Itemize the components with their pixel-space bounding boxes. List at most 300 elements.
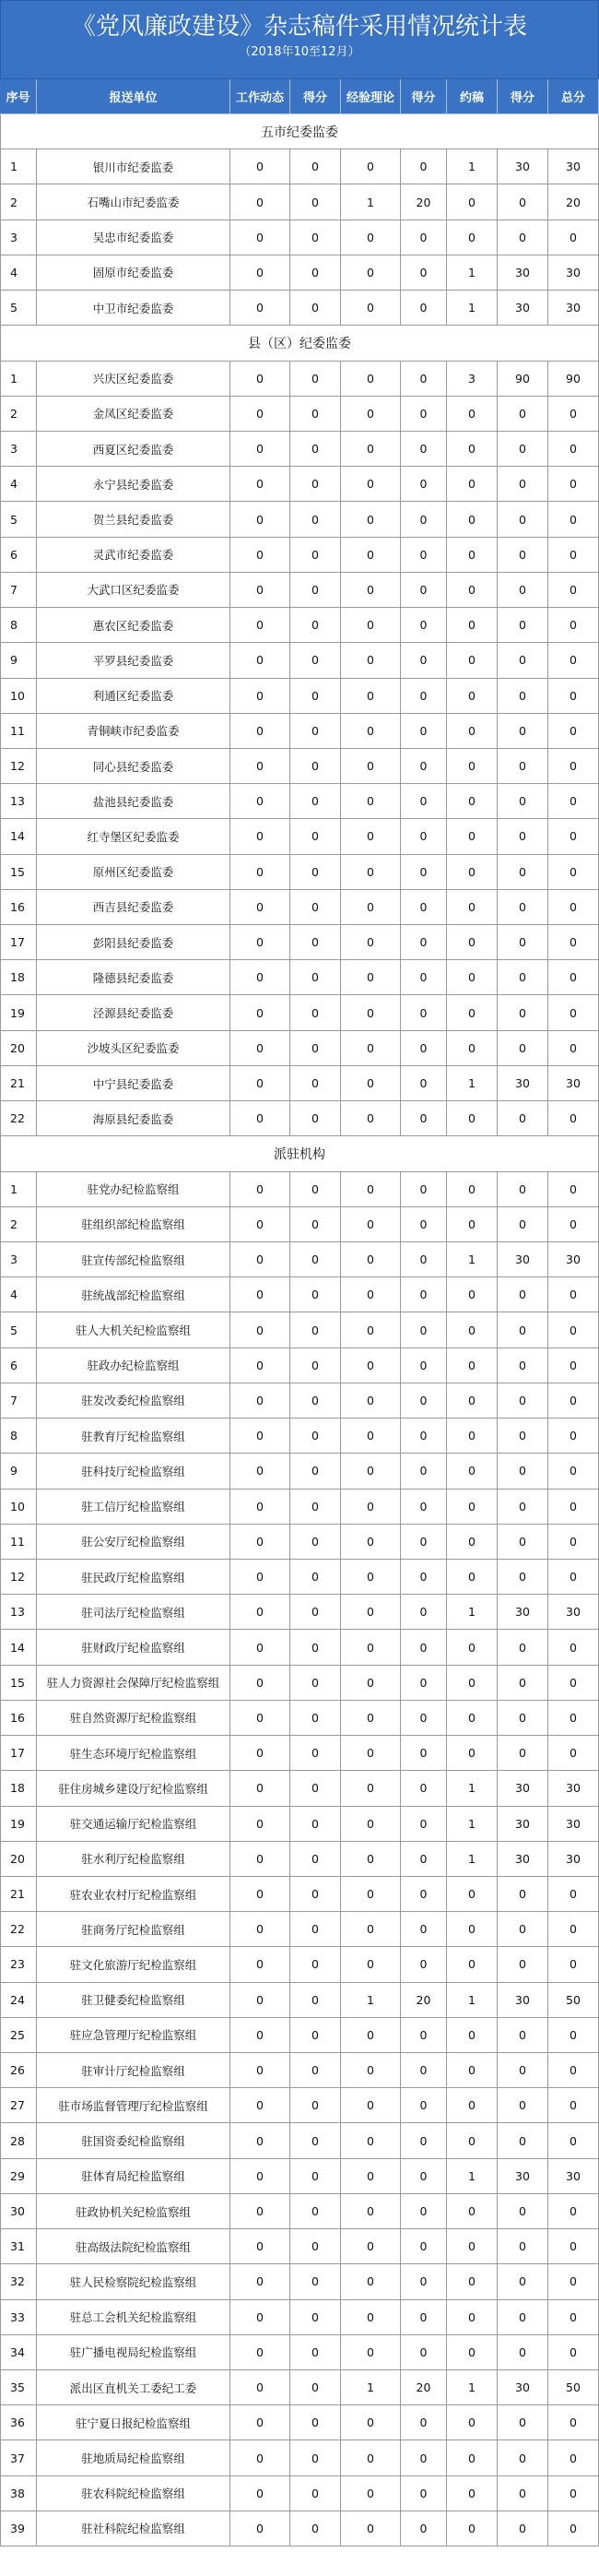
cell-commissioned: 1 bbox=[447, 1842, 498, 1877]
cell-work-news: 0 bbox=[230, 960, 290, 995]
table-row bbox=[0, 255, 599, 291]
cell-total: 0 bbox=[548, 467, 599, 502]
cell-commissioned: 0 bbox=[447, 714, 498, 749]
cell-index: 1 bbox=[0, 362, 37, 397]
cell-experience-theory: 0 bbox=[341, 1525, 401, 1560]
cell-index: 18 bbox=[0, 1771, 37, 1806]
cell-unit: 驻科技厅纪检监察组 bbox=[37, 1454, 230, 1489]
cell-total: 30 bbox=[548, 255, 599, 291]
cell-index: 19 bbox=[0, 1807, 37, 1842]
cell-score-3: 0 bbox=[498, 608, 548, 643]
cell-work-news: 0 bbox=[230, 397, 290, 432]
table-row bbox=[0, 1348, 599, 1383]
cell-index: 13 bbox=[0, 784, 37, 819]
cell-total: 0 bbox=[548, 1207, 599, 1242]
cell-unit: 青铜峡市纪委监委 bbox=[37, 714, 230, 749]
cell-unit: 驻宣传部纪检监察组 bbox=[37, 1242, 230, 1277]
cell-total: 0 bbox=[548, 1101, 599, 1136]
table-row bbox=[0, 960, 599, 995]
cell-total: 0 bbox=[548, 1312, 599, 1347]
cell-score-3: 30 bbox=[498, 1983, 548, 2018]
cell-experience-theory: 0 bbox=[341, 220, 401, 255]
cell-experience-theory: 0 bbox=[341, 467, 401, 502]
cell-commissioned: 1 bbox=[447, 1771, 498, 1806]
cell-score-3: 30 bbox=[498, 1807, 548, 1842]
cell-index: 38 bbox=[0, 2476, 37, 2511]
cell-score-2: 0 bbox=[401, 1172, 447, 1207]
cell-unit: 石嘴山市纪委监委 bbox=[37, 184, 230, 220]
table-row bbox=[0, 995, 599, 1030]
cell-score-1: 0 bbox=[290, 855, 341, 890]
cell-score-2: 0 bbox=[401, 1877, 447, 1912]
cell-score-2: 0 bbox=[401, 573, 447, 608]
cell-work-news: 0 bbox=[230, 1419, 290, 1454]
column-header-score-1: 得分 bbox=[290, 79, 341, 114]
cell-unit: 驻市场监督管理厅纪检监察组 bbox=[37, 2088, 230, 2123]
cell-score-1: 0 bbox=[290, 1877, 341, 1912]
table-row bbox=[0, 679, 599, 714]
cell-unit: 派出区直机关工委纪工委 bbox=[37, 2370, 230, 2405]
cell-commissioned: 0 bbox=[447, 1912, 498, 1947]
cell-work-news: 0 bbox=[230, 995, 290, 1030]
cell-score-3: 0 bbox=[498, 1666, 548, 1701]
cell-total: 0 bbox=[548, 2405, 599, 2440]
table-row bbox=[0, 1736, 599, 1771]
cell-unit: 银川市纪委监委 bbox=[37, 149, 230, 184]
cell-commissioned: 0 bbox=[447, 2335, 498, 2370]
cell-experience-theory: 0 bbox=[341, 1419, 401, 1454]
cell-commissioned: 1 bbox=[447, 291, 498, 326]
cell-experience-theory: 0 bbox=[341, 1666, 401, 1701]
cell-unit: 中宁县纪委监委 bbox=[37, 1066, 230, 1101]
cell-index: 23 bbox=[0, 1947, 37, 1982]
cell-score-1: 0 bbox=[290, 1912, 341, 1947]
cell-score-3: 0 bbox=[498, 2264, 548, 2299]
table-row bbox=[0, 1383, 599, 1419]
cell-score-1: 0 bbox=[290, 2159, 341, 2194]
cell-score-3: 0 bbox=[498, 1348, 548, 1383]
column-header-work-news: 工作动态 bbox=[230, 79, 290, 114]
column-header-index: 序号 bbox=[0, 79, 37, 114]
cell-score-3: 30 bbox=[498, 1842, 548, 1877]
cell-index: 37 bbox=[0, 2440, 37, 2475]
cell-total: 0 bbox=[548, 432, 599, 467]
cell-index: 11 bbox=[0, 1525, 37, 1560]
cell-total: 0 bbox=[548, 1912, 599, 1947]
cell-work-news: 0 bbox=[230, 1560, 290, 1595]
cell-index: 3 bbox=[0, 220, 37, 255]
cell-work-news: 0 bbox=[230, 608, 290, 643]
cell-index: 6 bbox=[0, 1348, 37, 1383]
cell-work-news: 0 bbox=[230, 1454, 290, 1489]
cell-index: 1 bbox=[0, 1172, 37, 1207]
cell-score-3: 0 bbox=[498, 1525, 548, 1560]
cell-commissioned: 0 bbox=[447, 2229, 498, 2264]
cell-total: 0 bbox=[548, 2335, 599, 2370]
cell-index: 2 bbox=[0, 397, 37, 432]
cell-unit: 利通区纪委监委 bbox=[37, 679, 230, 714]
cell-unit: 驻商务厅纪检监察组 bbox=[37, 1912, 230, 1947]
cell-index: 27 bbox=[0, 2088, 37, 2123]
cell-score-1: 0 bbox=[290, 573, 341, 608]
cell-commissioned: 3 bbox=[447, 362, 498, 397]
cell-experience-theory: 0 bbox=[341, 960, 401, 995]
cell-score-2: 0 bbox=[401, 2053, 447, 2088]
cell-experience-theory: 0 bbox=[341, 1490, 401, 1525]
cell-commissioned: 0 bbox=[447, 890, 498, 925]
cell-total: 0 bbox=[548, 1172, 599, 1207]
cell-score-1: 0 bbox=[290, 1947, 341, 1982]
cell-score-3: 0 bbox=[498, 2405, 548, 2440]
cell-index: 36 bbox=[0, 2405, 37, 2440]
cell-score-2: 0 bbox=[401, 1207, 447, 1242]
cell-commissioned: 0 bbox=[447, 1312, 498, 1347]
cell-commissioned: 0 bbox=[447, 1454, 498, 1489]
cell-score-2: 0 bbox=[401, 220, 447, 255]
cell-score-1: 0 bbox=[290, 1101, 341, 1136]
cell-total: 0 bbox=[548, 1031, 599, 1066]
cell-work-news: 0 bbox=[230, 2229, 290, 2264]
cell-total: 0 bbox=[548, 679, 599, 714]
cell-unit: 驻地质局纪检监察组 bbox=[37, 2440, 230, 2475]
table-row bbox=[0, 1842, 599, 1877]
cell-score-2: 0 bbox=[401, 925, 447, 960]
cell-score-2: 0 bbox=[401, 362, 447, 397]
cell-score-1: 0 bbox=[290, 643, 341, 678]
cell-index: 26 bbox=[0, 2053, 37, 2088]
cell-commissioned: 1 bbox=[447, 1983, 498, 2018]
section-header: 县（区）纪委监委 bbox=[0, 326, 599, 361]
cell-work-news: 0 bbox=[230, 1277, 290, 1312]
cell-experience-theory: 0 bbox=[341, 1877, 401, 1912]
cell-total: 0 bbox=[548, 1560, 599, 1595]
cell-total: 0 bbox=[548, 1525, 599, 1560]
cell-index: 32 bbox=[0, 2264, 37, 2299]
cell-commissioned: 0 bbox=[447, 2088, 498, 2123]
cell-experience-theory: 0 bbox=[341, 1277, 401, 1312]
cell-unit: 驻农科院纪检监察组 bbox=[37, 2476, 230, 2511]
cell-total: 30 bbox=[548, 1242, 599, 1277]
table-row bbox=[0, 2229, 599, 2264]
cell-commissioned: 0 bbox=[447, 1877, 498, 1912]
cell-experience-theory: 1 bbox=[341, 2370, 401, 2405]
cell-score-3: 30 bbox=[498, 1066, 548, 1101]
cell-experience-theory: 0 bbox=[341, 1807, 401, 1842]
cell-score-3: 0 bbox=[498, 679, 548, 714]
cell-commissioned: 0 bbox=[447, 2476, 498, 2511]
cell-experience-theory: 0 bbox=[341, 538, 401, 573]
cell-score-3: 30 bbox=[498, 1771, 548, 1806]
cell-score-3: 0 bbox=[498, 1101, 548, 1136]
cell-total: 30 bbox=[548, 1595, 599, 1630]
table-row bbox=[0, 362, 599, 397]
cell-score-2: 20 bbox=[401, 2370, 447, 2405]
cell-work-news: 0 bbox=[230, 1490, 290, 1525]
cell-unit: 驻文化旅游厅纪检监察组 bbox=[37, 1947, 230, 1982]
cell-total: 0 bbox=[548, 1348, 599, 1383]
cell-score-3: 0 bbox=[498, 1419, 548, 1454]
table-subtitle: （2018年10至12月） bbox=[239, 45, 360, 59]
cell-total: 0 bbox=[548, 960, 599, 995]
cell-score-3: 0 bbox=[498, 1630, 548, 1665]
cell-index: 13 bbox=[0, 1595, 37, 1630]
cell-score-2: 0 bbox=[401, 1242, 447, 1277]
cell-total: 0 bbox=[548, 502, 599, 537]
cell-unit: 金凤区纪委监委 bbox=[37, 397, 230, 432]
cell-index: 4 bbox=[0, 255, 37, 291]
table-row bbox=[0, 573, 599, 608]
cell-score-1: 0 bbox=[290, 1383, 341, 1419]
cell-score-1: 0 bbox=[290, 2264, 341, 2299]
cell-unit: 西夏区纪委监委 bbox=[37, 432, 230, 467]
table-row bbox=[0, 1066, 599, 1101]
cell-score-2: 0 bbox=[401, 1066, 447, 1101]
cell-score-2: 0 bbox=[401, 2335, 447, 2370]
cell-score-1: 0 bbox=[290, 2018, 341, 2053]
cell-index: 10 bbox=[0, 1490, 37, 1525]
cell-commissioned: 0 bbox=[447, 1207, 498, 1242]
cell-work-news: 0 bbox=[230, 1771, 290, 1806]
table-body bbox=[0, 114, 599, 2546]
table-row bbox=[0, 184, 599, 220]
cell-work-news: 0 bbox=[230, 679, 290, 714]
cell-work-news: 0 bbox=[230, 1383, 290, 1419]
table-row bbox=[0, 538, 599, 573]
cell-experience-theory: 0 bbox=[341, 2335, 401, 2370]
cell-unit: 吴忠市纪委监委 bbox=[37, 220, 230, 255]
cell-experience-theory: 1 bbox=[341, 184, 401, 220]
cell-experience-theory: 0 bbox=[341, 1630, 401, 1665]
cell-commissioned: 1 bbox=[447, 1066, 498, 1101]
table-row bbox=[0, 2440, 599, 2475]
cell-score-1: 0 bbox=[290, 502, 341, 537]
cell-experience-theory: 0 bbox=[341, 1701, 401, 1736]
cell-work-news: 0 bbox=[230, 1983, 290, 2018]
cell-work-news: 0 bbox=[230, 784, 290, 819]
cell-score-3: 0 bbox=[498, 1877, 548, 1912]
table-row bbox=[0, 467, 599, 502]
cell-commissioned: 0 bbox=[447, 538, 498, 573]
table-row bbox=[0, 819, 599, 854]
cell-score-2: 0 bbox=[401, 1842, 447, 1877]
cell-commissioned: 0 bbox=[447, 1736, 498, 1771]
cell-total: 30 bbox=[548, 1771, 599, 1806]
cell-score-1: 0 bbox=[290, 819, 341, 854]
table-row bbox=[0, 1877, 599, 1912]
cell-commissioned: 0 bbox=[447, 220, 498, 255]
cell-experience-theory: 0 bbox=[341, 925, 401, 960]
cell-unit: 大武口区纪委监委 bbox=[37, 573, 230, 608]
cell-score-3: 0 bbox=[498, 2194, 548, 2229]
cell-experience-theory: 0 bbox=[341, 1207, 401, 1242]
cell-work-news: 0 bbox=[230, 362, 290, 397]
table-row bbox=[0, 1031, 599, 1066]
cell-experience-theory: 0 bbox=[341, 855, 401, 890]
cell-score-1: 0 bbox=[290, 538, 341, 573]
cell-index: 1 bbox=[0, 149, 37, 184]
cell-score-3: 0 bbox=[498, 432, 548, 467]
cell-index: 12 bbox=[0, 749, 37, 784]
cell-index: 8 bbox=[0, 608, 37, 643]
cell-total: 30 bbox=[548, 2159, 599, 2194]
cell-score-1: 0 bbox=[290, 291, 341, 326]
cell-work-news: 0 bbox=[230, 573, 290, 608]
cell-unit: 驻人大机关纪检监察组 bbox=[37, 1312, 230, 1347]
table-row bbox=[0, 220, 599, 255]
cell-score-2: 20 bbox=[401, 184, 447, 220]
cell-experience-theory: 0 bbox=[341, 1312, 401, 1347]
cell-index: 5 bbox=[0, 291, 37, 326]
cell-total: 0 bbox=[548, 1666, 599, 1701]
cell-score-1: 0 bbox=[290, 1454, 341, 1489]
cell-unit: 红寺堡区纪委监委 bbox=[37, 819, 230, 854]
cell-score-3: 0 bbox=[498, 995, 548, 1030]
cell-score-2: 0 bbox=[401, 960, 447, 995]
cell-unit: 西吉县纪委监委 bbox=[37, 890, 230, 925]
cell-unit: 驻工信厅纪检监察组 bbox=[37, 1490, 230, 1525]
cell-unit: 彭阳县纪委监委 bbox=[37, 925, 230, 960]
cell-score-3: 0 bbox=[498, 573, 548, 608]
cell-work-news: 0 bbox=[230, 1101, 290, 1136]
cell-index: 15 bbox=[0, 1666, 37, 1701]
cell-score-3: 0 bbox=[498, 1031, 548, 1066]
cell-commissioned: 0 bbox=[447, 2053, 498, 2088]
cell-score-2: 0 bbox=[401, 1419, 447, 1454]
cell-score-2: 0 bbox=[401, 1101, 447, 1136]
cell-score-2: 0 bbox=[401, 1277, 447, 1312]
cell-score-2: 0 bbox=[401, 1701, 447, 1736]
cell-unit: 驻组织部纪检监察组 bbox=[37, 1207, 230, 1242]
cell-unit: 固原市纪委监委 bbox=[37, 255, 230, 291]
cell-score-2: 0 bbox=[401, 1912, 447, 1947]
cell-work-news: 0 bbox=[230, 149, 290, 184]
cell-score-1: 0 bbox=[290, 2476, 341, 2511]
cell-experience-theory: 0 bbox=[341, 2229, 401, 2264]
cell-score-1: 0 bbox=[290, 1807, 341, 1842]
cell-commissioned: 0 bbox=[447, 2194, 498, 2229]
table-row bbox=[0, 855, 599, 890]
cell-total: 0 bbox=[548, 714, 599, 749]
cell-unit: 驻应急管理厅纪检监察组 bbox=[37, 2018, 230, 2053]
cell-commissioned: 0 bbox=[447, 397, 498, 432]
cell-experience-theory: 0 bbox=[341, 1771, 401, 1806]
cell-commissioned: 0 bbox=[447, 573, 498, 608]
cell-unit: 驻公安厅纪检监察组 bbox=[37, 1525, 230, 1560]
cell-score-2: 0 bbox=[401, 643, 447, 678]
cell-score-3: 30 bbox=[498, 255, 548, 291]
cell-total: 30 bbox=[548, 149, 599, 184]
cell-work-news: 0 bbox=[230, 1242, 290, 1277]
cell-commissioned: 0 bbox=[447, 467, 498, 502]
cell-score-2: 0 bbox=[401, 855, 447, 890]
cell-unit: 平罗县纪委监委 bbox=[37, 643, 230, 678]
table-row bbox=[0, 2018, 599, 2053]
cell-commissioned: 0 bbox=[447, 679, 498, 714]
cell-total: 0 bbox=[548, 749, 599, 784]
cell-commissioned: 0 bbox=[447, 995, 498, 1030]
cell-work-news: 0 bbox=[230, 2511, 290, 2546]
cell-experience-theory: 0 bbox=[341, 2194, 401, 2229]
cell-score-1: 0 bbox=[290, 220, 341, 255]
cell-score-1: 0 bbox=[290, 1312, 341, 1347]
cell-work-news: 0 bbox=[230, 1807, 290, 1842]
cell-unit: 驻住房城乡建设厅纪检监察组 bbox=[37, 1771, 230, 1806]
cell-experience-theory: 0 bbox=[341, 1348, 401, 1383]
cell-score-1: 0 bbox=[290, 890, 341, 925]
cell-index: 11 bbox=[0, 714, 37, 749]
table-row bbox=[0, 2264, 599, 2299]
cell-score-1: 0 bbox=[290, 608, 341, 643]
cell-score-1: 0 bbox=[290, 1771, 341, 1806]
cell-commissioned: 0 bbox=[447, 1383, 498, 1419]
cell-total: 50 bbox=[548, 2370, 599, 2405]
cell-unit: 驻广播电视局纪检监察组 bbox=[37, 2335, 230, 2370]
cell-score-1: 0 bbox=[290, 1066, 341, 1101]
cell-total: 0 bbox=[548, 2264, 599, 2299]
cell-commissioned: 0 bbox=[447, 1277, 498, 1312]
cell-experience-theory: 0 bbox=[341, 2511, 401, 2546]
cell-unit: 驻自然资源厅纪检监察组 bbox=[37, 1701, 230, 1736]
table-row bbox=[0, 925, 599, 960]
cell-total: 0 bbox=[548, 2229, 599, 2264]
cell-score-1: 0 bbox=[290, 2511, 341, 2546]
cell-score-2: 0 bbox=[401, 679, 447, 714]
cell-index: 7 bbox=[0, 1383, 37, 1419]
cell-commissioned: 0 bbox=[447, 184, 498, 220]
cell-score-2: 0 bbox=[401, 819, 447, 854]
cell-score-2: 0 bbox=[401, 890, 447, 925]
cell-unit: 中卫市纪委监委 bbox=[37, 291, 230, 326]
cell-unit: 驻人力资源社会保障厅纪检监察组 bbox=[37, 1666, 230, 1701]
table-row bbox=[0, 1490, 599, 1525]
cell-commissioned: 0 bbox=[447, 1947, 498, 1982]
table-row bbox=[0, 749, 599, 784]
cell-score-1: 0 bbox=[290, 2370, 341, 2405]
cell-score-2: 0 bbox=[401, 2264, 447, 2299]
table-row bbox=[0, 2053, 599, 2088]
table-row bbox=[0, 2300, 599, 2335]
cell-total: 0 bbox=[548, 1877, 599, 1912]
cell-unit: 驻党办纪检监察组 bbox=[37, 1172, 230, 1207]
cell-score-3: 0 bbox=[498, 819, 548, 854]
cell-experience-theory: 0 bbox=[341, 291, 401, 326]
cell-score-2: 0 bbox=[401, 291, 447, 326]
cell-score-1: 0 bbox=[290, 1348, 341, 1383]
cell-score-3: 0 bbox=[498, 397, 548, 432]
table-row bbox=[0, 1277, 599, 1312]
cell-experience-theory: 0 bbox=[341, 573, 401, 608]
cell-index: 35 bbox=[0, 2370, 37, 2405]
cell-commissioned: 0 bbox=[447, 784, 498, 819]
cell-experience-theory: 0 bbox=[341, 502, 401, 537]
table-row bbox=[0, 2088, 599, 2123]
cell-work-news: 0 bbox=[230, 538, 290, 573]
table-row bbox=[0, 1595, 599, 1630]
table-row bbox=[0, 2194, 599, 2229]
cell-experience-theory: 0 bbox=[341, 749, 401, 784]
cell-score-3: 0 bbox=[498, 2300, 548, 2335]
cell-experience-theory: 0 bbox=[341, 784, 401, 819]
table-row bbox=[0, 2476, 599, 2511]
cell-unit: 泾源县纪委监委 bbox=[37, 995, 230, 1030]
cell-unit: 海原县纪委监委 bbox=[37, 1101, 230, 1136]
cell-index: 20 bbox=[0, 1031, 37, 1066]
cell-score-2: 0 bbox=[401, 538, 447, 573]
cell-score-2: 0 bbox=[401, 749, 447, 784]
cell-commissioned: 0 bbox=[447, 819, 498, 854]
cell-total: 30 bbox=[548, 1842, 599, 1877]
cell-total: 20 bbox=[548, 184, 599, 220]
